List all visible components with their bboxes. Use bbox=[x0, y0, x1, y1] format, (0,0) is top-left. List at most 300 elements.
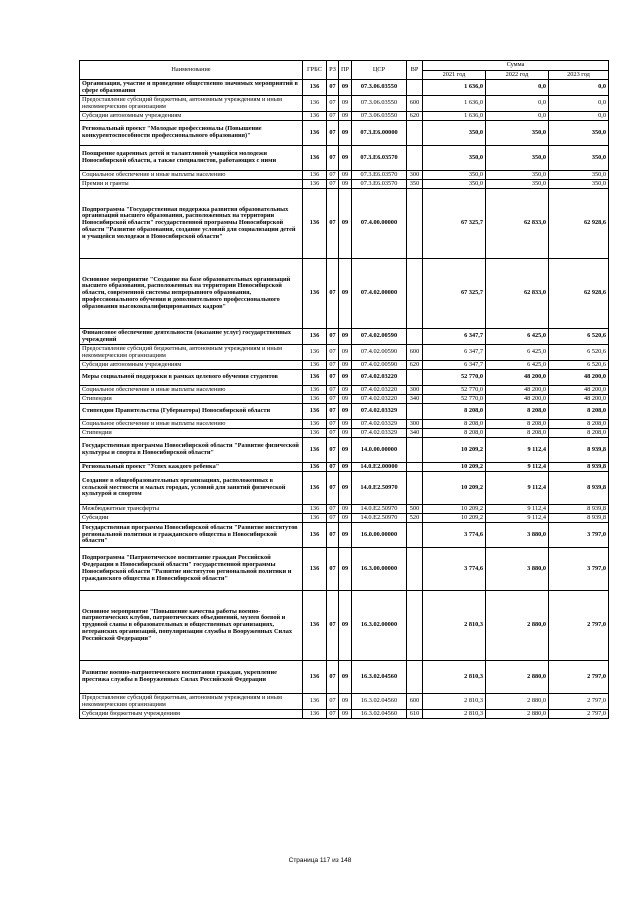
row-vr-cell bbox=[407, 370, 423, 386]
row-grbs-cell: 136 bbox=[303, 429, 327, 438]
table-row bbox=[80, 420, 609, 429]
budget-table bbox=[79, 60, 609, 719]
row-grbs-cell: 136 bbox=[303, 438, 327, 463]
row-name-cell: Премии и гранты bbox=[80, 180, 303, 189]
row-pr-cell: 09 bbox=[339, 548, 352, 591]
header-grbs: ГРБС bbox=[303, 61, 327, 80]
row-csr-cell: 07.4.02.00590 bbox=[352, 345, 407, 361]
row-grbs-cell: 136 bbox=[303, 146, 327, 171]
row-amount-2023: 350,0 bbox=[549, 171, 609, 180]
table-row bbox=[80, 370, 609, 386]
row-vr-cell bbox=[407, 472, 423, 505]
table-row bbox=[80, 661, 609, 694]
row-vr-cell: 620 bbox=[407, 112, 423, 121]
row-amount-2022: 9 112,4 bbox=[486, 438, 549, 463]
row-csr-cell: 16.3.00.00000 bbox=[352, 548, 407, 591]
row-vr-cell bbox=[407, 146, 423, 171]
row-vr-cell: 300 bbox=[407, 420, 423, 429]
row-pr-cell: 09 bbox=[339, 189, 352, 259]
row-pr-cell: 09 bbox=[339, 96, 352, 112]
row-rz-cell: 07 bbox=[327, 505, 339, 514]
row-pr-cell: 09 bbox=[339, 146, 352, 171]
row-csr-cell: 16.3.02.00000 bbox=[352, 591, 407, 661]
row-grbs-cell: 136 bbox=[303, 171, 327, 180]
table-row bbox=[80, 438, 609, 463]
row-amount-2021: 10 209,2 bbox=[423, 438, 486, 463]
row-csr-cell: 16.0.00.00000 bbox=[352, 523, 407, 548]
row-amount-2022: 0,0 bbox=[486, 80, 549, 96]
row-name-cell: Стипендии bbox=[80, 395, 303, 404]
row-amount-2022: 0,0 bbox=[486, 96, 549, 112]
row-amount-2021: 6 347,7 bbox=[423, 329, 486, 345]
row-vr-cell bbox=[407, 523, 423, 548]
row-amount-2022: 2 880,0 bbox=[486, 661, 549, 694]
table-row bbox=[80, 463, 609, 472]
row-vr-cell: 600 bbox=[407, 345, 423, 361]
row-amount-2021: 2 810,3 bbox=[423, 591, 486, 661]
row-pr-cell: 09 bbox=[339, 171, 352, 180]
row-grbs-cell: 136 bbox=[303, 472, 327, 505]
row-amount-2023: 8 939,8 bbox=[549, 505, 609, 514]
row-grbs-cell: 136 bbox=[303, 591, 327, 661]
row-vr-cell bbox=[407, 189, 423, 259]
row-csr-cell: 07.4.02.00590 bbox=[352, 361, 407, 370]
row-amount-2023: 350,0 bbox=[549, 180, 609, 189]
row-pr-cell: 09 bbox=[339, 112, 352, 121]
row-name-cell: Организация, участие и проведение общественно значимых мероприятий в сфере образования bbox=[80, 80, 303, 96]
row-amount-2023: 48 200,0 bbox=[549, 386, 609, 395]
row-csr-cell: 14.0.Е2.00000 bbox=[352, 463, 407, 472]
row-name-cell: Подпрограмма "Государственная поддержка развития образовательных организаций высшего образования, расположенных на территории Новосибирской области" государственной программы Новосибирской области "Развитие образования, создание условий для социализации детей и учащейся молодежи в Новосибирской области" bbox=[80, 189, 303, 259]
row-name-cell: Финансовое обеспечение деятельности (оказание услуг) государственных учреждений bbox=[80, 329, 303, 345]
row-csr-cell: 07.3.Е6.03570 bbox=[352, 171, 407, 180]
row-vr-cell: 350 bbox=[407, 180, 423, 189]
header-pr: ПР bbox=[339, 61, 352, 80]
row-name-cell: Государственная программа Новосибирской области "Развитие институтов региональной политики и гражданского общества в Новосибирской области" bbox=[80, 523, 303, 548]
row-rz-cell: 07 bbox=[327, 591, 339, 661]
row-vr-cell bbox=[407, 259, 423, 329]
table-row bbox=[80, 429, 609, 438]
row-grbs-cell: 136 bbox=[303, 404, 327, 420]
row-vr-cell bbox=[407, 438, 423, 463]
row-grbs-cell: 136 bbox=[303, 505, 327, 514]
row-amount-2021: 1 636,0 bbox=[423, 112, 486, 121]
row-grbs-cell: 136 bbox=[303, 710, 327, 719]
row-grbs-cell: 136 bbox=[303, 329, 327, 345]
row-amount-2022: 8 208,0 bbox=[486, 420, 549, 429]
row-rz-cell: 07 bbox=[327, 514, 339, 523]
row-amount-2023: 0,0 bbox=[549, 96, 609, 112]
table-row bbox=[80, 96, 609, 112]
row-pr-cell: 09 bbox=[339, 472, 352, 505]
table-row bbox=[80, 146, 609, 171]
row-grbs-cell: 136 bbox=[303, 180, 327, 189]
row-pr-cell: 09 bbox=[339, 370, 352, 386]
row-name-cell: Предоставление субсидий бюджетным, автономным учреждениям и иным некоммерческим организациям bbox=[80, 694, 303, 710]
page-footer: Страница 117 из 148 bbox=[288, 857, 352, 864]
row-rz-cell: 07 bbox=[327, 404, 339, 420]
row-rz-cell: 07 bbox=[327, 361, 339, 370]
row-csr-cell: 14.0.Е2.50970 bbox=[352, 505, 407, 514]
header-year-2021: 2021 год bbox=[423, 71, 486, 80]
row-amount-2023: 62 928,6 bbox=[549, 189, 609, 259]
row-amount-2022: 0,0 bbox=[486, 112, 549, 121]
row-amount-2021: 350,0 bbox=[423, 171, 486, 180]
row-amount-2023: 8 208,0 bbox=[549, 420, 609, 429]
row-vr-cell: 500 bbox=[407, 505, 423, 514]
row-amount-2021: 350,0 bbox=[423, 121, 486, 146]
row-rz-cell: 07 bbox=[327, 395, 339, 404]
row-amount-2021: 3 774,6 bbox=[423, 548, 486, 591]
table-row bbox=[80, 259, 609, 329]
row-name-cell: Создание в общеобразовательных организациях, расположенных в сельской местности и малых городах, условий для занятий физической культурой и спортом bbox=[80, 472, 303, 505]
row-csr-cell: 07.3.Е6.03570 bbox=[352, 180, 407, 189]
row-vr-cell: 610 bbox=[407, 710, 423, 719]
row-amount-2021: 6 347,7 bbox=[423, 361, 486, 370]
row-vr-cell bbox=[407, 121, 423, 146]
row-pr-cell: 09 bbox=[339, 710, 352, 719]
row-amount-2023: 3 797,0 bbox=[549, 523, 609, 548]
row-csr-cell: 07.3.Е6.03570 bbox=[352, 146, 407, 171]
row-rz-cell: 07 bbox=[327, 329, 339, 345]
row-amount-2021: 1 636,0 bbox=[423, 96, 486, 112]
row-csr-cell: 07.4.00.00000 bbox=[352, 189, 407, 259]
row-amount-2022: 3 880,0 bbox=[486, 548, 549, 591]
table-row bbox=[80, 329, 609, 345]
row-grbs-cell: 136 bbox=[303, 361, 327, 370]
row-name-cell: Субсидии автономным учреждениям bbox=[80, 112, 303, 121]
table-row bbox=[80, 189, 609, 259]
row-amount-2022: 2 880,0 bbox=[486, 710, 549, 719]
row-amount-2021: 3 774,6 bbox=[423, 523, 486, 548]
row-vr-cell: 520 bbox=[407, 514, 423, 523]
row-amount-2023: 8 939,8 bbox=[549, 514, 609, 523]
table-row bbox=[80, 121, 609, 146]
table-row bbox=[80, 591, 609, 661]
row-rz-cell: 07 bbox=[327, 259, 339, 329]
row-amount-2023: 3 797,0 bbox=[549, 548, 609, 591]
table-row bbox=[80, 514, 609, 523]
row-rz-cell: 07 bbox=[327, 121, 339, 146]
row-rz-cell: 07 bbox=[327, 420, 339, 429]
row-amount-2022: 350,0 bbox=[486, 121, 549, 146]
table-row bbox=[80, 80, 609, 96]
row-vr-cell: 300 bbox=[407, 386, 423, 395]
header-year-2022: 2022 год bbox=[486, 71, 549, 80]
row-csr-cell: 07.4.02.00000 bbox=[352, 259, 407, 329]
header-sum: Сумма bbox=[423, 61, 609, 71]
row-csr-cell: 14.0.00.00000 bbox=[352, 438, 407, 463]
row-amount-2022: 6 425,0 bbox=[486, 345, 549, 361]
row-pr-cell: 09 bbox=[339, 386, 352, 395]
row-amount-2021: 10 209,2 bbox=[423, 505, 486, 514]
row-grbs-cell: 136 bbox=[303, 395, 327, 404]
row-grbs-cell: 136 bbox=[303, 463, 327, 472]
row-pr-cell: 09 bbox=[339, 259, 352, 329]
row-csr-cell: 07.4.02.03329 bbox=[352, 404, 407, 420]
row-amount-2023: 48 200,0 bbox=[549, 395, 609, 404]
row-amount-2022: 48 200,0 bbox=[486, 370, 549, 386]
row-amount-2023: 2 797,0 bbox=[549, 591, 609, 661]
row-pr-cell: 09 bbox=[339, 505, 352, 514]
row-name-cell: Государственная программа Новосибирской области "Развитие физической культуры и спорта в Новосибирской области" bbox=[80, 438, 303, 463]
row-grbs-cell: 136 bbox=[303, 259, 327, 329]
row-amount-2022: 9 112,4 bbox=[486, 472, 549, 505]
row-rz-cell: 07 bbox=[327, 472, 339, 505]
row-amount-2022: 48 200,0 bbox=[486, 395, 549, 404]
row-grbs-cell: 136 bbox=[303, 523, 327, 548]
row-vr-cell: 300 bbox=[407, 171, 423, 180]
row-pr-cell: 09 bbox=[339, 404, 352, 420]
header-rz: РЗ bbox=[327, 61, 339, 80]
row-name-cell: Предоставление субсидий бюджетным, автономным учреждениям и иным некоммерческим организациям bbox=[80, 345, 303, 361]
row-amount-2021: 6 347,7 bbox=[423, 345, 486, 361]
table-row bbox=[80, 404, 609, 420]
row-pr-cell: 09 bbox=[339, 438, 352, 463]
row-name-cell: Стипендии bbox=[80, 429, 303, 438]
row-amount-2021: 1 636,0 bbox=[423, 80, 486, 96]
row-csr-cell: 07.3.Е6.00000 bbox=[352, 121, 407, 146]
row-vr-cell bbox=[407, 661, 423, 694]
row-amount-2021: 10 209,2 bbox=[423, 463, 486, 472]
row-amount-2022: 48 200,0 bbox=[486, 386, 549, 395]
table-row bbox=[80, 548, 609, 591]
header-year-2023: 2023 год bbox=[549, 71, 609, 80]
row-grbs-cell: 136 bbox=[303, 661, 327, 694]
row-amount-2021: 350,0 bbox=[423, 180, 486, 189]
row-rz-cell: 07 bbox=[327, 112, 339, 121]
row-vr-cell: 340 bbox=[407, 429, 423, 438]
row-csr-cell: 07.4.02.03220 bbox=[352, 370, 407, 386]
row-amount-2022: 6 425,0 bbox=[486, 361, 549, 370]
row-rz-cell: 07 bbox=[327, 438, 339, 463]
row-pr-cell: 09 bbox=[339, 694, 352, 710]
row-amount-2022: 9 112,4 bbox=[486, 463, 549, 472]
row-pr-cell: 09 bbox=[339, 661, 352, 694]
table-row bbox=[80, 345, 609, 361]
row-vr-cell: 600 bbox=[407, 96, 423, 112]
row-amount-2021: 8 208,0 bbox=[423, 420, 486, 429]
row-amount-2022: 3 880,0 bbox=[486, 523, 549, 548]
row-amount-2022: 350,0 bbox=[486, 146, 549, 171]
row-grbs-cell: 136 bbox=[303, 96, 327, 112]
row-rz-cell: 07 bbox=[327, 189, 339, 259]
row-amount-2021: 2 810,3 bbox=[423, 694, 486, 710]
row-rz-cell: 07 bbox=[327, 146, 339, 171]
row-csr-cell: 07.4.02.00590 bbox=[352, 329, 407, 345]
row-amount-2023: 8 939,8 bbox=[549, 472, 609, 505]
row-rz-cell: 07 bbox=[327, 523, 339, 548]
table-row bbox=[80, 386, 609, 395]
row-amount-2023: 8 208,0 bbox=[549, 429, 609, 438]
row-amount-2023: 8 208,0 bbox=[549, 404, 609, 420]
row-rz-cell: 07 bbox=[327, 661, 339, 694]
row-vr-cell: 600 bbox=[407, 694, 423, 710]
table-row bbox=[80, 180, 609, 189]
row-name-cell: Субсидии автономным учреждениям bbox=[80, 361, 303, 370]
row-amount-2023: 0,0 bbox=[549, 112, 609, 121]
row-amount-2023: 2 797,0 bbox=[549, 710, 609, 719]
row-amount-2021: 8 208,0 bbox=[423, 429, 486, 438]
row-vr-cell bbox=[407, 548, 423, 591]
table-body bbox=[80, 80, 609, 719]
row-rz-cell: 07 bbox=[327, 710, 339, 719]
row-name-cell: Основное мероприятие "Повышение качества работы военно-патриотических клубов, патриотических объединений, музеев боевой и трудовой славы в образовательных и общественных организациях, ветеранских организаций, популяризации службы в Вооруженных Силах Российской Федерации" bbox=[80, 591, 303, 661]
row-amount-2023: 2 797,0 bbox=[549, 694, 609, 710]
row-rz-cell: 07 bbox=[327, 345, 339, 361]
row-name-cell: Социальное обеспечение и иные выплаты населению bbox=[80, 386, 303, 395]
header-csr: ЦСР bbox=[352, 61, 407, 80]
header-name: Наименование bbox=[80, 61, 303, 80]
row-amount-2022: 62 833,0 bbox=[486, 189, 549, 259]
row-csr-cell: 07.4.02.03329 bbox=[352, 429, 407, 438]
row-amount-2022: 9 112,4 bbox=[486, 505, 549, 514]
row-amount-2021: 67 325,7 bbox=[423, 189, 486, 259]
row-amount-2021: 2 810,3 bbox=[423, 661, 486, 694]
row-name-cell: Стипендии Правительства (Губернатора) Новосибирской области bbox=[80, 404, 303, 420]
row-grbs-cell: 136 bbox=[303, 345, 327, 361]
row-pr-cell: 09 bbox=[339, 429, 352, 438]
row-rz-cell: 07 bbox=[327, 370, 339, 386]
row-rz-cell: 07 bbox=[327, 463, 339, 472]
row-pr-cell: 09 bbox=[339, 180, 352, 189]
row-pr-cell: 09 bbox=[339, 361, 352, 370]
row-csr-cell: 07.4.02.03220 bbox=[352, 386, 407, 395]
row-amount-2022: 62 833,0 bbox=[486, 259, 549, 329]
row-amount-2023: 6 520,6 bbox=[549, 329, 609, 345]
row-csr-cell: 07.3.06.03550 bbox=[352, 96, 407, 112]
row-amount-2022: 2 880,0 bbox=[486, 694, 549, 710]
table-row bbox=[80, 523, 609, 548]
row-grbs-cell: 136 bbox=[303, 80, 327, 96]
row-vr-cell: 340 bbox=[407, 395, 423, 404]
row-vr-cell bbox=[407, 463, 423, 472]
row-amount-2023: 62 928,6 bbox=[549, 259, 609, 329]
table-row bbox=[80, 171, 609, 180]
row-amount-2023: 48 200,0 bbox=[549, 370, 609, 386]
row-amount-2021: 10 209,2 bbox=[423, 514, 486, 523]
row-pr-cell: 09 bbox=[339, 591, 352, 661]
row-amount-2021: 52 770,0 bbox=[423, 370, 486, 386]
row-amount-2022: 9 112,4 bbox=[486, 514, 549, 523]
row-amount-2021: 52 770,0 bbox=[423, 395, 486, 404]
row-name-cell: Социальное обеспечение и иные выплаты населению bbox=[80, 171, 303, 180]
row-grbs-cell: 136 bbox=[303, 386, 327, 395]
row-amount-2023: 2 797,0 bbox=[549, 661, 609, 694]
row-grbs-cell: 136 bbox=[303, 112, 327, 121]
row-amount-2021: 52 770,0 bbox=[423, 386, 486, 395]
row-pr-cell: 09 bbox=[339, 463, 352, 472]
row-name-cell: Субсидии бюджетным учреждениям bbox=[80, 710, 303, 719]
row-amount-2023: 350,0 bbox=[549, 146, 609, 171]
row-grbs-cell: 136 bbox=[303, 548, 327, 591]
row-csr-cell: 07.4.02.03329 bbox=[352, 420, 407, 429]
row-pr-cell: 09 bbox=[339, 395, 352, 404]
row-grbs-cell: 136 bbox=[303, 514, 327, 523]
row-name-cell: Региональный проект "Успех каждого ребенка" bbox=[80, 463, 303, 472]
row-grbs-cell: 136 bbox=[303, 694, 327, 710]
table-row bbox=[80, 112, 609, 121]
row-amount-2021: 10 209,2 bbox=[423, 472, 486, 505]
row-csr-cell: 16.3.02.04560 bbox=[352, 694, 407, 710]
row-csr-cell: 07.4.02.03220 bbox=[352, 395, 407, 404]
row-vr-cell bbox=[407, 591, 423, 661]
row-vr-cell: 620 bbox=[407, 361, 423, 370]
row-amount-2023: 350,0 bbox=[549, 121, 609, 146]
row-name-cell: Меры социальной поддержки в рамках целевого обучения студентов bbox=[80, 370, 303, 386]
row-name-cell: Субсидии bbox=[80, 514, 303, 523]
row-vr-cell bbox=[407, 404, 423, 420]
row-grbs-cell: 136 bbox=[303, 189, 327, 259]
row-amount-2022: 350,0 bbox=[486, 180, 549, 189]
row-amount-2022: 350,0 bbox=[486, 171, 549, 180]
row-rz-cell: 07 bbox=[327, 96, 339, 112]
table-row bbox=[80, 694, 609, 710]
row-rz-cell: 07 bbox=[327, 180, 339, 189]
row-name-cell: Региональный проект "Молодые профессионалы (Повышение конкурентоспособности профессионального образования)" bbox=[80, 121, 303, 146]
table-row bbox=[80, 395, 609, 404]
row-name-cell: Подпрограмма "Патриотическое воспитание граждан Российской Федерации в Новосибирской области" государственной программы Новосибирской области "Развитие институтов региональной политики и гражданского общества в Новосибирской области" bbox=[80, 548, 303, 591]
row-pr-cell: 09 bbox=[339, 420, 352, 429]
row-amount-2022: 8 208,0 bbox=[486, 404, 549, 420]
row-amount-2023: 8 939,8 bbox=[549, 438, 609, 463]
row-name-cell: Поощрение одаренных детей и талантливой учащейся молодежи Новосибирской области, а также специалистов, работающих с ними bbox=[80, 146, 303, 171]
row-csr-cell: 16.3.02.04560 bbox=[352, 710, 407, 719]
row-name-cell: Социальное обеспечение и иные выплаты населению bbox=[80, 420, 303, 429]
row-pr-cell: 09 bbox=[339, 329, 352, 345]
row-pr-cell: 09 bbox=[339, 523, 352, 548]
row-pr-cell: 09 bbox=[339, 345, 352, 361]
row-rz-cell: 07 bbox=[327, 386, 339, 395]
row-rz-cell: 07 bbox=[327, 429, 339, 438]
row-amount-2023: 6 520,6 bbox=[549, 345, 609, 361]
row-name-cell: Основное мероприятие "Создание на базе образовательных организаций высшего образования, расположенных на территории Новосибирской области, современной системы непрерывного образования, профессионального обучения и дополнительного профессионального образования высококвалифицированных кадров" bbox=[80, 259, 303, 329]
row-pr-cell: 09 bbox=[339, 514, 352, 523]
row-rz-cell: 07 bbox=[327, 694, 339, 710]
row-amount-2022: 8 208,0 bbox=[486, 429, 549, 438]
table-row bbox=[80, 472, 609, 505]
row-pr-cell: 09 bbox=[339, 80, 352, 96]
row-name-cell: Развитие военно-патриотического воспитания граждан, укрепление престижа службы в Вооруженных Силах Российской Федерации bbox=[80, 661, 303, 694]
table-row bbox=[80, 361, 609, 370]
row-csr-cell: 14.0.Е2.50970 bbox=[352, 514, 407, 523]
row-vr-cell bbox=[407, 329, 423, 345]
row-grbs-cell: 136 bbox=[303, 121, 327, 146]
row-amount-2021: 350,0 bbox=[423, 146, 486, 171]
row-csr-cell: 07.3.06.03550 bbox=[352, 112, 407, 121]
row-amount-2023: 0,0 bbox=[549, 80, 609, 96]
row-name-cell: Межбюджетные трансферты bbox=[80, 505, 303, 514]
row-amount-2022: 2 880,0 bbox=[486, 591, 549, 661]
row-csr-cell: 16.3.02.04560 bbox=[352, 661, 407, 694]
row-csr-cell: 07.3.06.03550 bbox=[352, 80, 407, 96]
header-vr: ВР bbox=[407, 61, 423, 80]
row-amount-2022: 6 425,0 bbox=[486, 329, 549, 345]
row-vr-cell bbox=[407, 80, 423, 96]
row-amount-2021: 2 810,3 bbox=[423, 710, 486, 719]
row-amount-2023: 8 939,8 bbox=[549, 463, 609, 472]
row-csr-cell: 14.0.Е2.50970 bbox=[352, 472, 407, 505]
row-rz-cell: 07 bbox=[327, 80, 339, 96]
row-amount-2021: 67 325,7 bbox=[423, 259, 486, 329]
row-name-cell: Предоставление субсидий бюджетным, автономным учреждениям и иным некоммерческим организациям bbox=[80, 96, 303, 112]
row-amount-2021: 8 208,0 bbox=[423, 404, 486, 420]
row-pr-cell: 09 bbox=[339, 121, 352, 146]
table-row bbox=[80, 710, 609, 719]
row-amount-2023: 6 520,6 bbox=[549, 361, 609, 370]
row-rz-cell: 07 bbox=[327, 548, 339, 591]
table-row bbox=[80, 505, 609, 514]
